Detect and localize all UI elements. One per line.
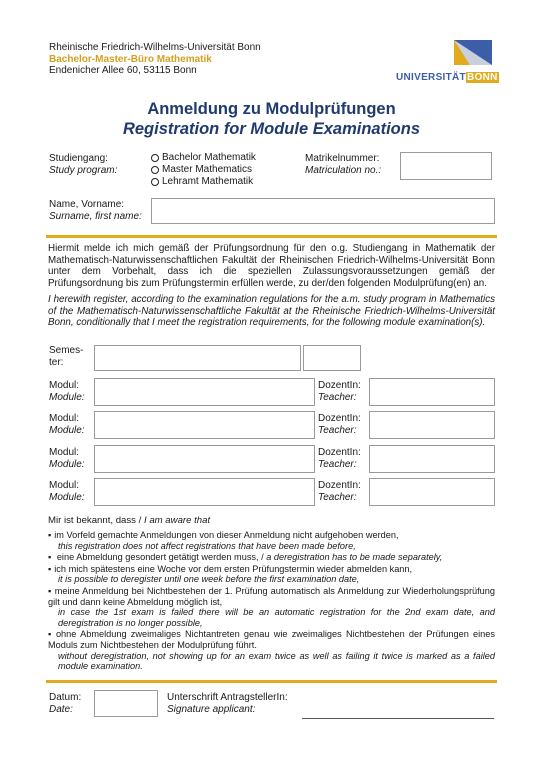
declaration-de: Hiermit melde ich mich gemäß der Prüfungsordnung für den o.g. Studiengang in Mathematik der Mathematisch-Naturwissenschaftlichen Fakultät der Rheinischen Friedrich-Wilhelms-Universität Bonn unter dem Vorbehalt, dass ich die speziellen Zulassungsvoraussetzungen gemäß der Prüfungsordnung bis zum Prüfungstermin erfüllen werde, zu der/den folgenden Modulprüfung(en) an.	[48, 243, 495, 289]
radio-lehramt[interactable]: Lehramt Mathematik	[151, 176, 256, 188]
name-label: Name, Vorname: Surname, first name:	[49, 199, 142, 222]
page-title: Anmeldung zu Modulprüfungen	[147, 100, 396, 118]
module-field[interactable]	[94, 445, 315, 473]
teacher-label: DozentIn:	[318, 380, 361, 391]
teacher-field[interactable]	[369, 445, 495, 473]
module-field[interactable]	[94, 478, 315, 506]
list-item: ▪ eine Abmeldung gesondert getätigt werden muss, / a deregistration has to be made separately,	[48, 552, 495, 563]
name-field[interactable]	[151, 198, 495, 224]
radio-master[interactable]: Master Mathematics	[151, 164, 256, 176]
logo-text-right: BONN	[466, 72, 498, 83]
module-label: Modul:	[49, 480, 80, 491]
radio-icon	[151, 154, 159, 162]
date-label: Datum: Date:	[49, 692, 82, 715]
semester-field[interactable]	[94, 345, 301, 371]
signature-label: Unterschrift AntragstellerIn: Signature applicant:	[167, 692, 288, 715]
university-name: Rheinische Friedrich-Wilhelms-Universität Bonn	[49, 42, 261, 53]
teacher-label: DozentIn:	[318, 447, 361, 458]
module-field[interactable]	[94, 378, 315, 406]
module-label: Modul:	[49, 380, 80, 391]
list-item: ▪ im Vorfeld gemachte Anmeldungen von dieser Anmeldung nicht aufgehoben werden, this registration does not affect registrations that have been made before,	[48, 530, 495, 551]
study-program-options	[151, 152, 256, 188]
semester-label: Semes- ter:	[49, 345, 84, 368]
aware-list	[48, 530, 495, 672]
matriculation-label: Matrikelnummer: Matriculation no.:	[305, 153, 382, 176]
list-item: ▪ ohne Abmeldung zweimaliges Nichtantreten genau wie zweimaliges Nichtbestehen der Prüfungen eines Moduls zum Nichtbestehen der Modulprüfung führt. without deregistration, not showing up for an exam twice as well as failing it twice is marked as a failed module examination.	[48, 629, 495, 671]
office-address: Endenicher Allee 60, 53115 Bonn	[49, 65, 197, 76]
list-item: ▪ ich mich spätestens eine Woche vor dem ersten Prüfungstermin wieder abmelden kann, it is possible to deregister until one week before the first examination date,	[48, 564, 495, 585]
module-field[interactable]	[94, 411, 315, 439]
teacher-label: DozentIn:	[318, 480, 361, 491]
divider	[46, 235, 497, 238]
aware-intro: Mir ist bekannt, dass / I am aware that	[48, 515, 211, 526]
logo-text-left: UNIVERSITÄT	[396, 72, 466, 83]
university-logo	[396, 40, 498, 83]
radio-icon	[151, 166, 159, 174]
divider	[46, 680, 497, 683]
logo-graphic-icon	[396, 40, 496, 68]
semester-year-field[interactable]	[303, 345, 361, 371]
signature-line[interactable]	[302, 718, 494, 719]
date-field[interactable]	[94, 690, 158, 717]
teacher-field[interactable]	[369, 411, 495, 439]
university-header	[49, 42, 261, 77]
declaration-en: I herewith register, according to the examination regulations for the a.m. study program in Mathematics of the Mathematisch-Naturwissenschaftliche Fakultät at the Rheinische Friedrich-Wilhelms-Universität Bonn, conditionally that I meet the registration requirements, for the following module examination(s).	[48, 294, 495, 328]
page-subtitle: Registration for Module Examinations	[122, 120, 421, 138]
module-label: Modul:	[49, 413, 80, 424]
study-program-label: Studiengang: Study program:	[49, 153, 118, 176]
teacher-field[interactable]	[369, 378, 495, 406]
radio-bachelor[interactable]: Bachelor Mathematik	[151, 152, 256, 164]
list-item: ▪ meine Anmeldung bei Nichtbestehen der 1. Prüfung automatisch als Anmeldung zur Wiederholungsprüfung gilt und dann keine Abmeldung möglich ist, in case the 1st exam is failed there will be an automatic registration for the 2nd exam date, and deregistration is no longer possible,	[48, 586, 495, 628]
radio-icon	[151, 178, 159, 186]
module-label: Modul:	[49, 447, 80, 458]
teacher-field[interactable]	[369, 478, 495, 506]
matriculation-field[interactable]	[400, 152, 492, 180]
office-name: Bachelor-Master-Büro Mathematik	[49, 53, 212, 65]
teacher-label: DozentIn:	[318, 413, 361, 424]
